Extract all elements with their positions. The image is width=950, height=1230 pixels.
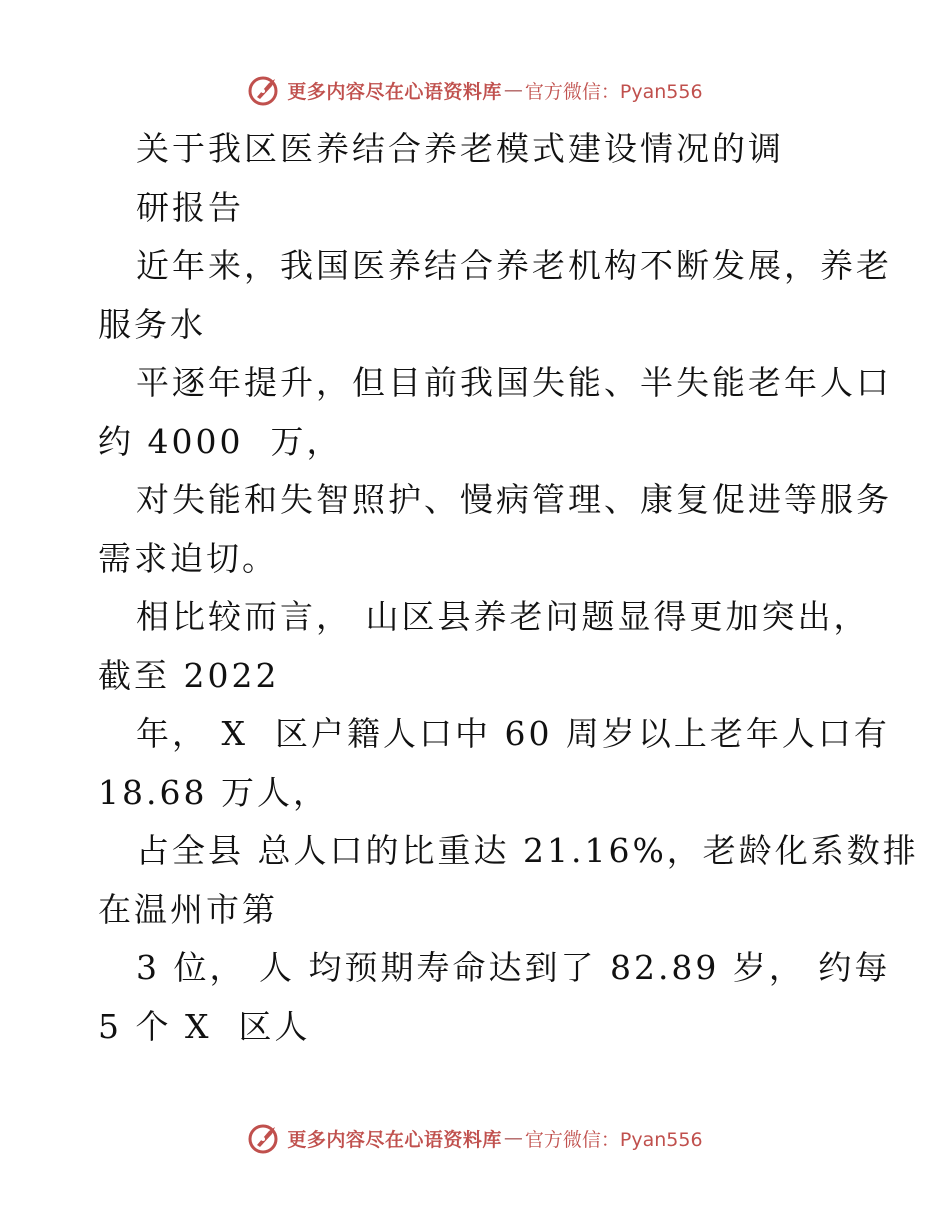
document-body — [98, 120, 919, 1056]
paragraph-line: 5 个 X 区人 — [98, 1006, 311, 1046]
document-title-line-2: 研报告 — [136, 187, 244, 227]
paragraph-line: 18.68 万人， — [98, 772, 329, 812]
paragraph-line: 需求迫切。 — [98, 538, 278, 578]
pen-nib-logo-icon — [247, 73, 283, 107]
paragraph-line: 平逐年提升，但目前我国失能、半失能老年人口 — [136, 363, 892, 402]
paragraph-line: 对失能和失智照护、慢病管理、康复促进等服务 — [136, 480, 892, 519]
watermark-separator: — — [503, 79, 523, 101]
paragraph-line: 3 位， 人 均预期寿命达到了 82.89 岁， 约每 — [136, 948, 891, 987]
paragraph-line: 服务水 — [98, 304, 206, 344]
footer-watermark — [0, 1118, 950, 1158]
watermark-contact: 官方微信：Pyan556 — [524, 80, 703, 103]
paragraph-line: 近年来，我国医养结合养老机构不断发展，养老 — [136, 246, 892, 285]
paragraph-line: 在温州市第 — [98, 889, 278, 929]
document-title-line-1: 关于我区医养结合养老模式建设情况的调 — [136, 129, 784, 168]
watermark-text: 更多内容尽在心语资料库 — [287, 1128, 502, 1151]
paragraph-line: 占全县 总人口的比重达 21.16%，老龄化系数排 — [136, 831, 919, 870]
paragraph-line: 约 4000 万， — [98, 421, 343, 461]
watermark-separator: — — [503, 1127, 523, 1149]
watermark-contact: 官方微信：Pyan556 — [524, 1128, 703, 1151]
pen-nib-logo-icon — [247, 1121, 283, 1155]
header-watermark — [0, 70, 950, 110]
paragraph-line: 年， X 区户籍人口中 60 周岁以上老年人口有 — [136, 714, 890, 753]
watermark-text: 更多内容尽在心语资料库 — [287, 80, 502, 103]
paragraph-line: 相比较而言， 山区县养老问题显得更加突出， — [136, 597, 870, 636]
paragraph-line: 截至 2022 — [98, 655, 280, 695]
